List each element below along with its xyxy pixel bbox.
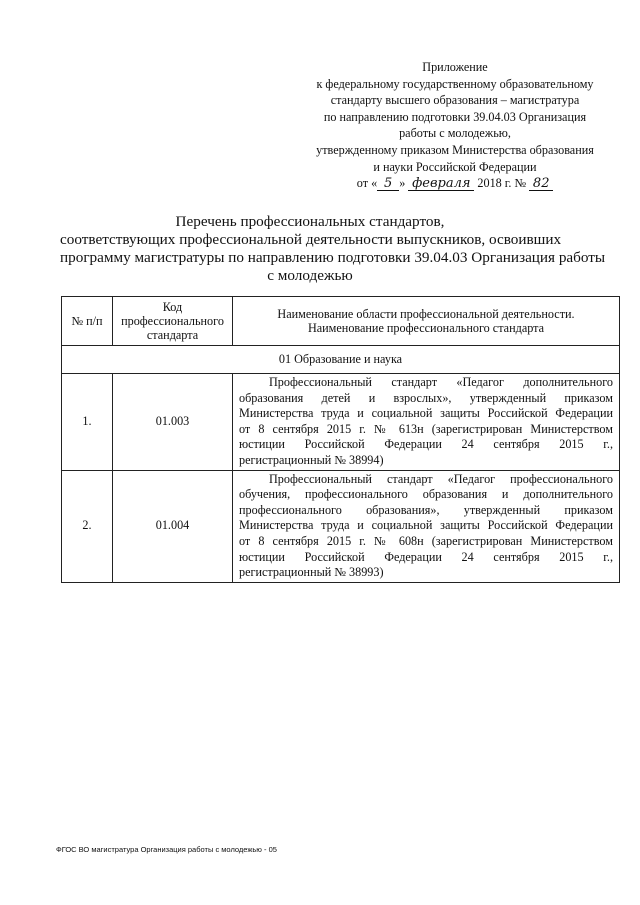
standards-table bbox=[61, 296, 620, 583]
appendix-line: работы с молодежью, bbox=[399, 126, 511, 141]
title-line: программу магистратуры по направлению подготовки 39.04.03 Организация работы bbox=[60, 249, 606, 266]
date-day: 5 bbox=[377, 177, 399, 191]
appendix-line: Приложение bbox=[422, 60, 488, 74]
header-name: Наименование области профессиональной деятельности. Наименование профессионального стандарта bbox=[233, 297, 620, 346]
title-line: соответствующих профессиональной деятельности выпускников, освоивших bbox=[60, 231, 562, 248]
description-line: образования детей и взрослых», утвержденный приказом bbox=[239, 390, 613, 405]
table-header-row bbox=[62, 297, 620, 346]
appendix-line: утвержденному приказом Министерства образования bbox=[316, 142, 594, 157]
appendix-line: к федеральному государственному образовательному bbox=[316, 76, 594, 91]
appendix-block bbox=[300, 59, 610, 192]
date-prefix: от « bbox=[356, 176, 378, 191]
section-title: 01 Образование и наука bbox=[62, 346, 620, 374]
row-code: 01.003 bbox=[113, 374, 233, 471]
date-month: февраля bbox=[408, 177, 474, 191]
description-line: юстиции Российской Федерации 24 сентября 2015 г., bbox=[239, 437, 613, 452]
description-line: Профессиональный стандарт «Педагог профессионального bbox=[269, 471, 613, 486]
description-line: Министерства труда и социальной защиты Российской Федерации bbox=[239, 406, 613, 421]
description-line: Министерства труда и социальной защиты Российской Федерации bbox=[239, 518, 613, 533]
description-line: юстиции Российской Федерации 24 сентября 2015 г., bbox=[239, 549, 613, 564]
appendix-line: по направлению подготовки 39.04.03 Организация bbox=[323, 109, 587, 124]
table-row bbox=[62, 374, 620, 471]
description-line: регистрационный № 38993) bbox=[239, 565, 384, 580]
page-footer: ФГОС ВО магистратура Организация работы с молодежью - 05 bbox=[56, 845, 277, 854]
title-line: с молодежью bbox=[267, 267, 353, 284]
appendix-line: стандарту высшего образования – магистратура bbox=[330, 93, 580, 108]
appendix-date-line bbox=[300, 175, 610, 192]
document-title bbox=[60, 213, 606, 285]
description-line: от 8 сентября 2015 г. № 613н (зарегистрирован Министерством bbox=[239, 421, 613, 436]
date-separator: » bbox=[399, 176, 406, 191]
row-code: 01.004 bbox=[113, 470, 233, 582]
description-line: Профессиональный стандарт «Педагог дополнительного bbox=[269, 375, 613, 389]
row-description bbox=[233, 374, 620, 471]
table-row bbox=[62, 470, 620, 582]
row-num: 1. bbox=[62, 374, 113, 471]
date-year: 2018 г. № bbox=[477, 176, 527, 191]
appendix-line: и науки Российской Федерации bbox=[373, 159, 537, 174]
section-row bbox=[62, 346, 620, 374]
description-line: регистрационный № 38994) bbox=[239, 452, 384, 467]
description-line: обучения, профессионального образования и дополнительного bbox=[239, 487, 613, 502]
description-line: профессионального образования», утвержденный приказом bbox=[239, 502, 613, 517]
order-number: 82 bbox=[529, 177, 553, 191]
row-description bbox=[233, 470, 620, 582]
description-line: от 8 сентября 2015 г. № 608н (зарегистрирован Министерством bbox=[239, 533, 613, 548]
header-num: № п/п bbox=[62, 297, 113, 346]
header-code: Код профессионального стандарта bbox=[113, 297, 233, 346]
row-num: 2. bbox=[62, 470, 113, 582]
title-line: Перечень профессиональных стандартов, bbox=[175, 213, 445, 230]
